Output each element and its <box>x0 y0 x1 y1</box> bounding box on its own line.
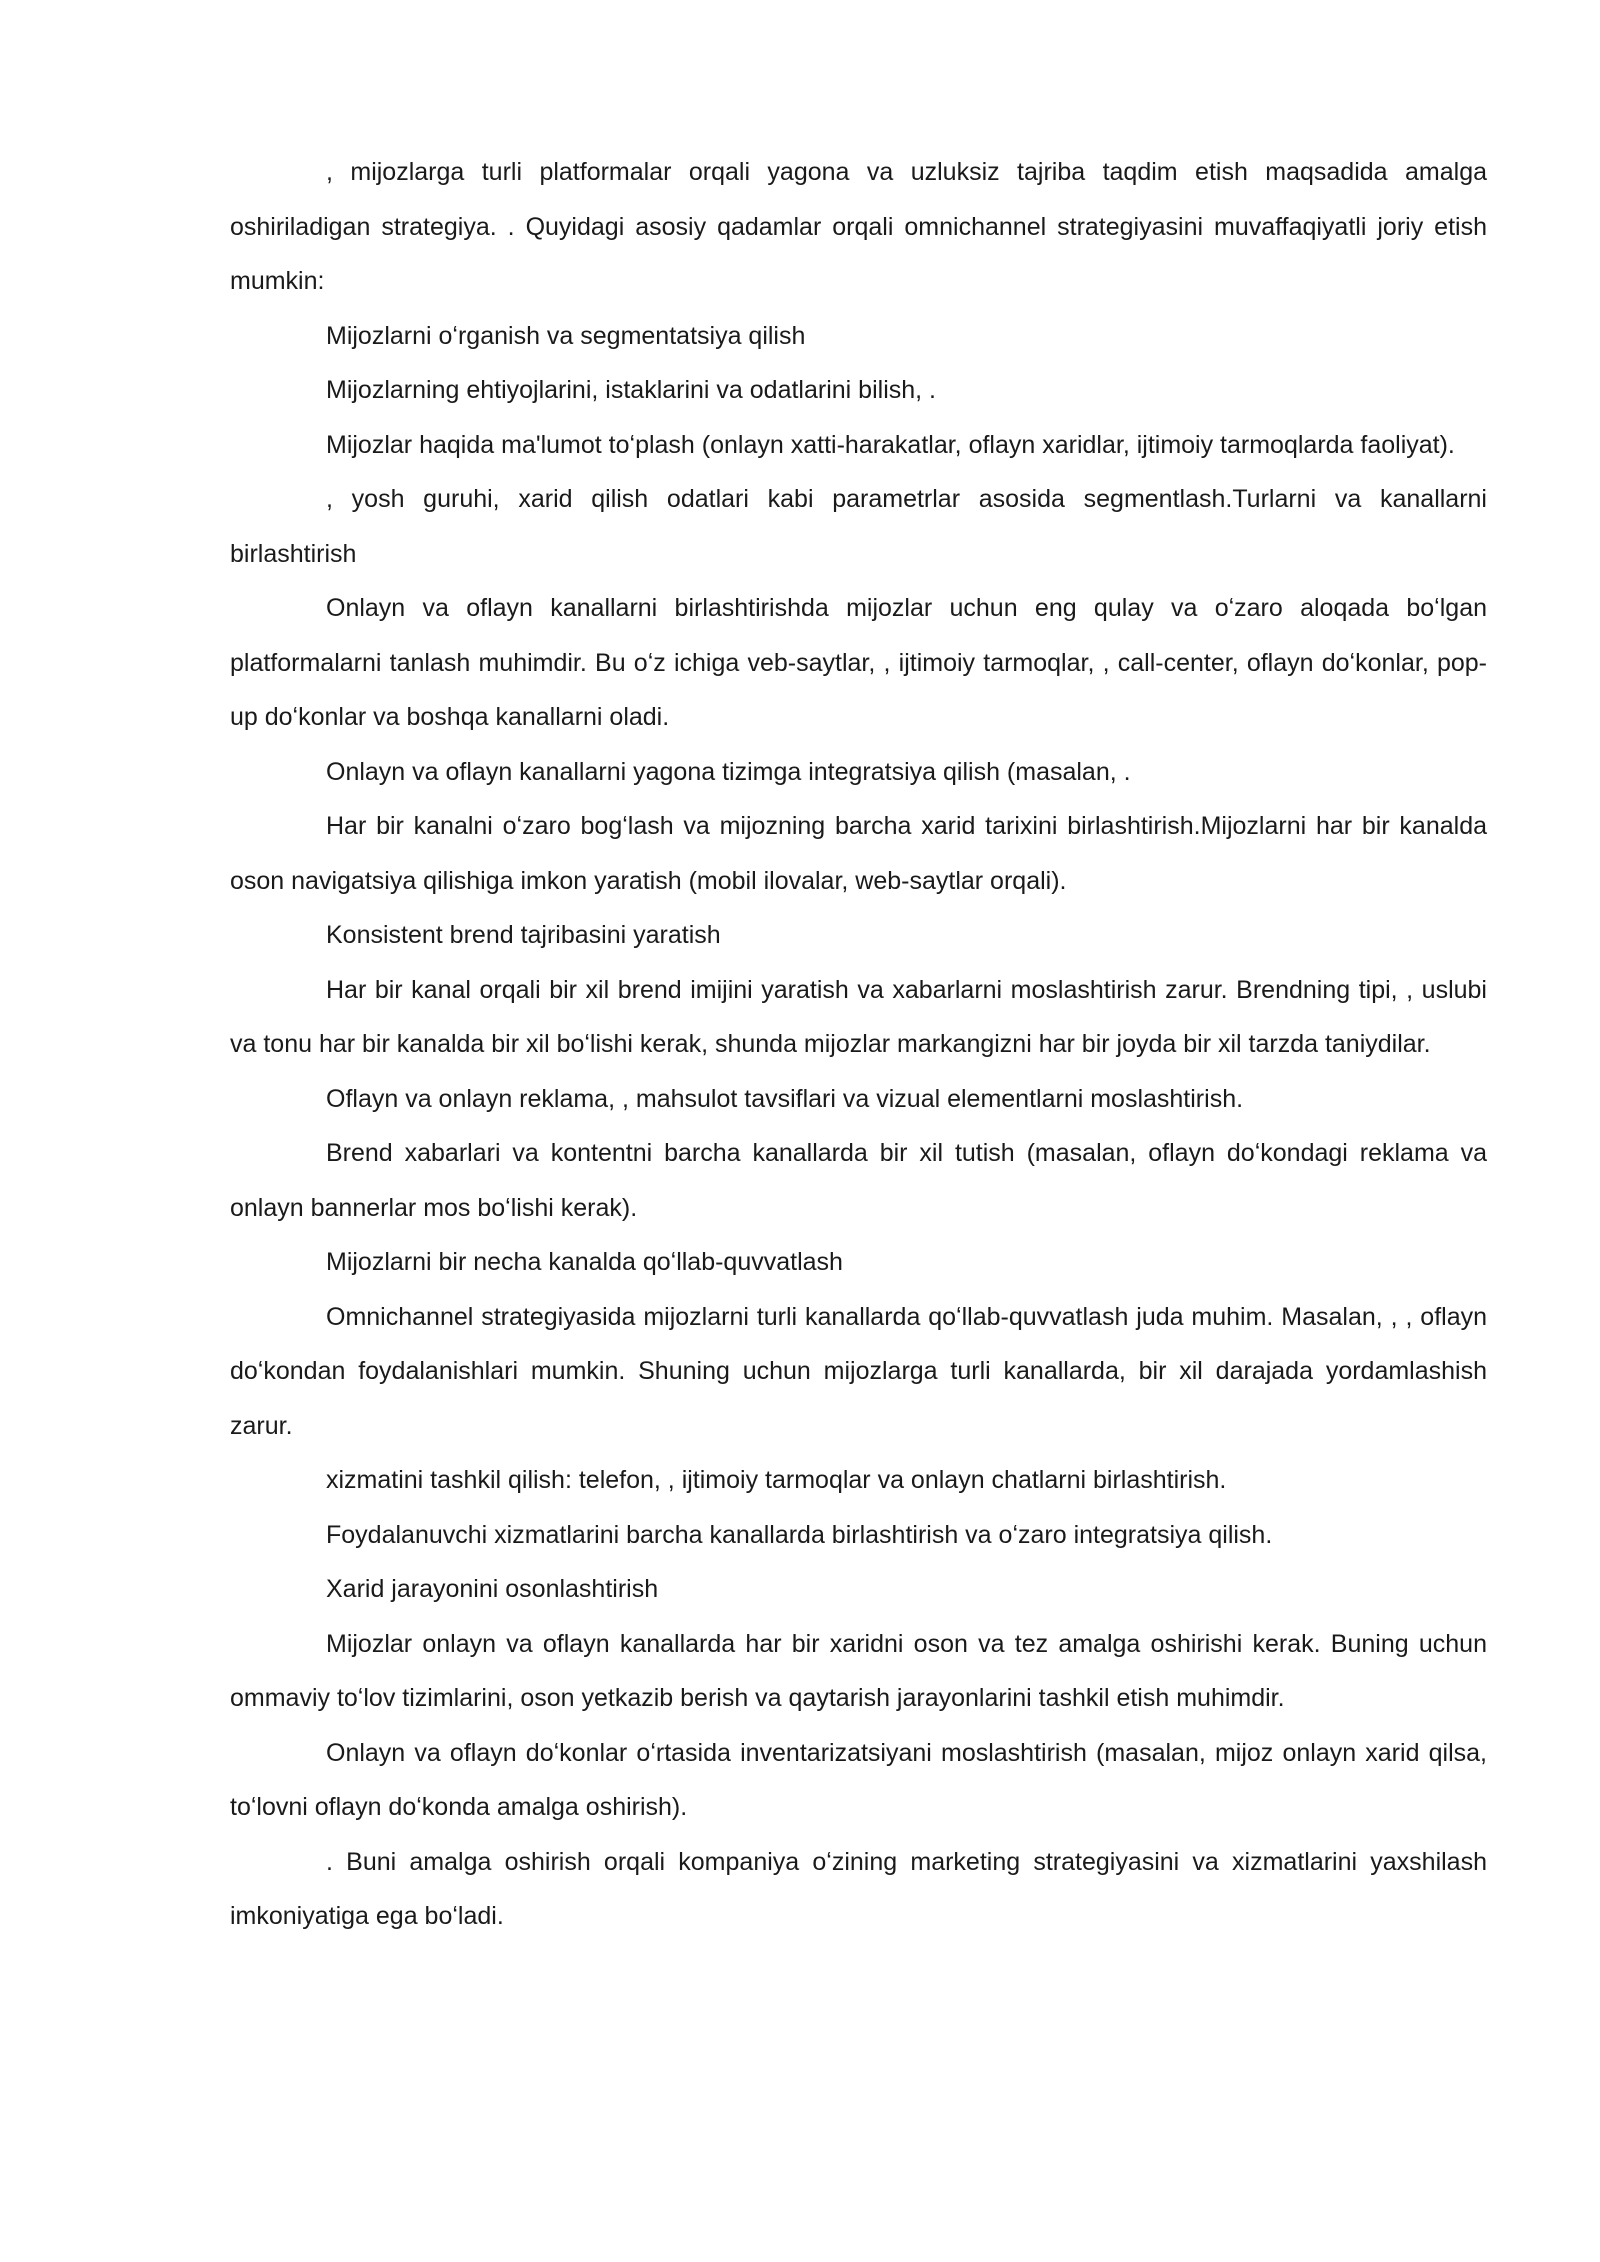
heading-purchase-process: Xarid jarayonini osonlashtirish <box>326 1575 659 1603</box>
paragraph-service-organization: xizmatini tashkil qilish: telefon, , ijtimoiy tarmoqlar va onlayn chatlarni birlashtirish. <box>326 1466 1227 1494</box>
paragraph-conclusion: . Buni amalga oshirish orqali kompaniya oʻzining marketing strategiyasini va xizmatlarini yaxshilash imkoniyatiga ega boʻladi. <box>230 1847 1487 1930</box>
paragraph-intro: , mijozlarga turli platformalar orqali yagona va uzluksiz tajriba taqdim etish maqsadida amalga oshiriladigan strategiya. . Quyidagi asosiy qadamlar orqali omnichannel strategiyasini muvaffaqiyatli joriy etish mumkin: <box>230 158 1487 295</box>
paragraph-easy-purchase: Mijozlar onlayn va oflayn kanallarda har bir xaridni oson va tez amalga oshirishi kerak. Buning uchun ommaviy toʻlov tizimlarini, oson yetkazib berish va qaytarish jarayonlarini tashkil etish muhimdir. <box>230 1629 1487 1712</box>
paragraph-data-collection: Mijozlar haqida ma'lumot toʻplash (onlayn xatti-harakatlar, oflayn xaridlar, ijtimoiy tarmoqlarda faoliyat). <box>326 430 1455 459</box>
heading-multichannel-support: Mijozlarni bir necha kanalda qoʻllab-quvvatlash <box>326 1248 843 1276</box>
paragraph-user-services: Foydalanuvchi xizmatlarini barcha kanallarda birlashtirish va oʻzaro integratsiya qilish. <box>326 1520 1273 1549</box>
paragraph-support-importance: Omnichannel strategiyasida mijozlarni turli kanallarda qoʻllab-quvvatlash juda muhim. Masalan, , , oflayn doʻkondan foydalanishlari mumkin. Shuning uchun mijozlarga turli kanallarda, bir xil darajada yordamlashish zarur. <box>230 1302 1487 1440</box>
paragraph-brand-image: Har bir kanal orqali bir xil brend imijini yaratish va xabarlarni moslashtirish zarur. Brendning tipi, , uslubi va tonu har bir kanalda bir xil boʻlishi kerak, shunda mijozlar markangizni har bir joyda bir xil tarzda taniydilar. <box>230 975 1487 1058</box>
paragraph-customer-needs: Mijozlarning ehtiyojlarini, istaklarini va odatlarini bilish, . <box>326 376 936 404</box>
paragraph-channel-integration: Onlayn va oflayn kanallarni birlashtirishda mijozlar uchun eng qulay va oʻzaro aloqada boʻlgan platformalarni tanlash muhimdir. Bu oʻz ichiga veb-saytlar, , ijtimoiy tarmoqlar, , call-center, oflayn doʻkonlar, pop-up doʻkonlar va boshqa kanallarni oladi. <box>230 594 1487 731</box>
heading-brand-experience: Konsistent brend tajribasini yaratish <box>326 921 721 949</box>
paragraph-inventory-sync: Onlayn va oflayn doʻkonlar oʻrtasida inventarizatsiyani moslashtirish (masalan, mijoz onlayn xarid qilsa, toʻlovni oflayn doʻkonda amalga oshirish). <box>230 1738 1487 1821</box>
heading-customer-research: Mijozlarni oʻrganish va segmentatsiya qilish <box>326 321 806 350</box>
paragraph-unified-system: Onlayn va oflayn kanallarni yagona tizimga integratsiya qilish (masalan, . <box>326 757 1131 786</box>
paragraph-advertising: Oflayn va onlayn reklama, , mahsulot tavsiflari va vizual elementlarni moslashtirish. <box>326 1084 1244 1113</box>
document-body <box>230 145 1487 1944</box>
paragraph-segmentation: , yosh guruhi, xarid qilish odatlari kabi parametrlar asosida segmentlash.Turlarni va kanallarni birlashtirish <box>230 485 1487 568</box>
paragraph-channel-linking: Har bir kanalni oʻzaro bogʻlash va mijozning barcha xarid tarixini birlashtirish.Mijozlarni har bir kanalda oson navigatsiya qilishiga imkon yaratish (mobil ilovalar, web-saytlar orqali). <box>230 812 1487 895</box>
paragraph-brand-messages: Brend xabarlari va kontentni barcha kanallarda bir xil tutish (masalan, oflayn doʻkondagi reklama va onlayn bannerlar mos boʻlishi kerak). <box>230 1139 1487 1222</box>
